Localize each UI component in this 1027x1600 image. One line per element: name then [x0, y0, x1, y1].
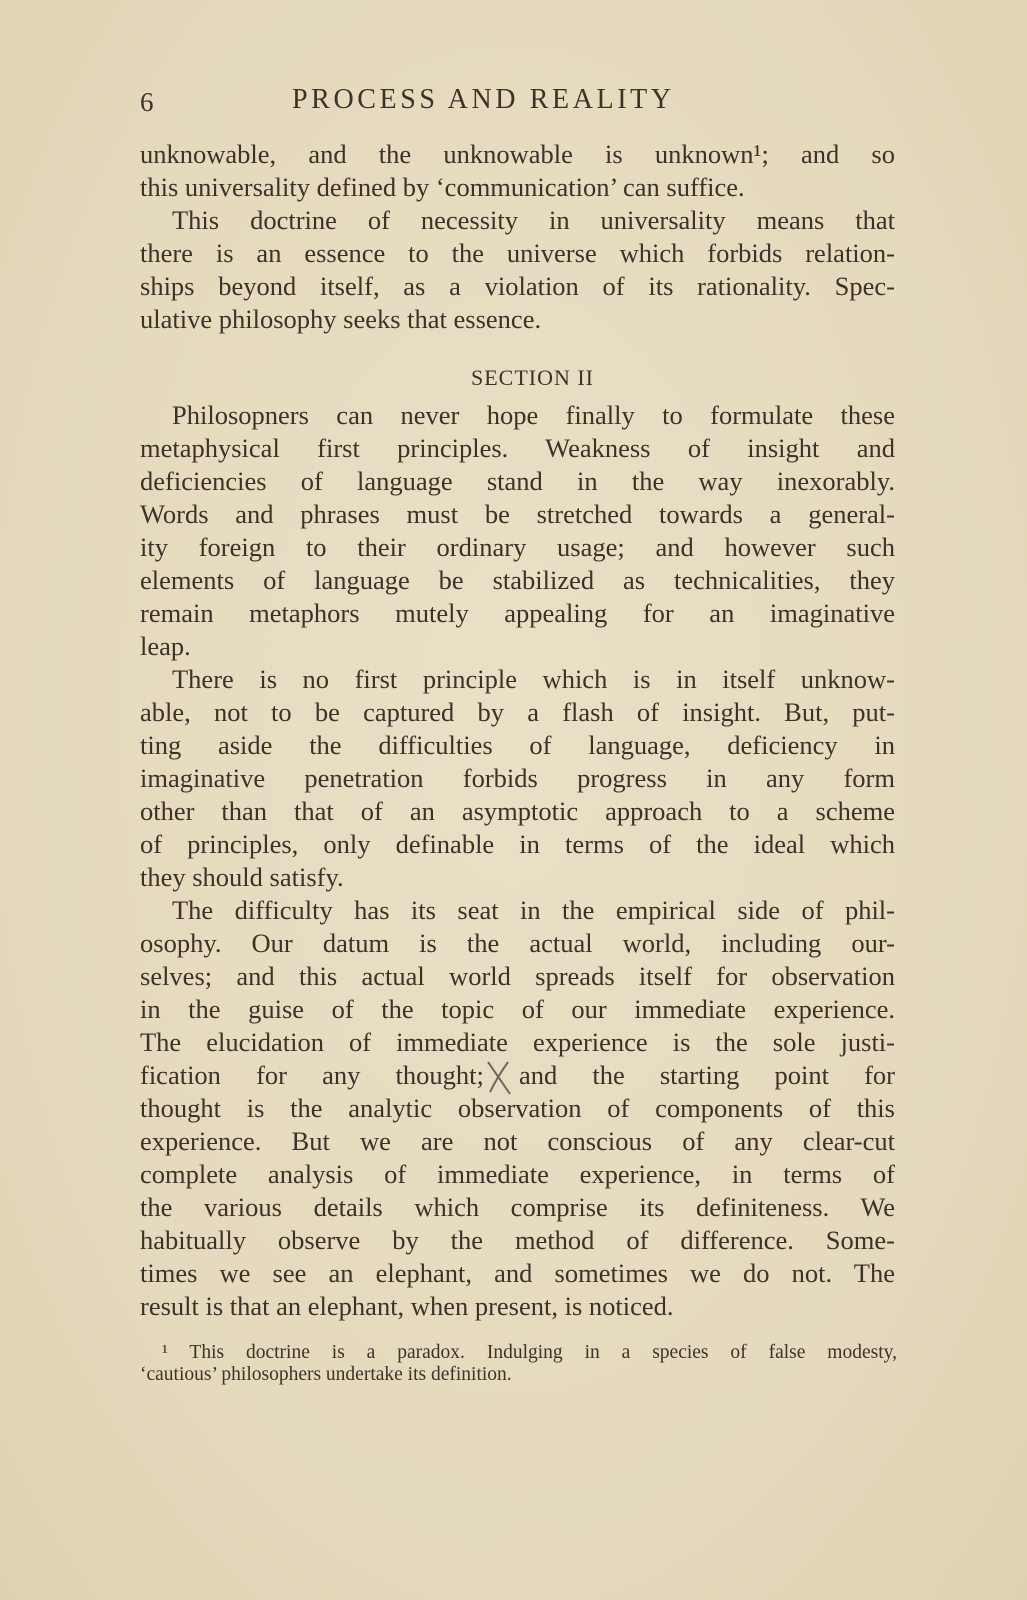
text-line: There is no first principle which is in itself unknow-	[172, 664, 895, 694]
running-title: PROCESS AND REALITY	[292, 84, 675, 115]
text-line: The difficulty has its seat in the empirical side of phil-	[172, 895, 895, 925]
footnote-line: ‘cautious’ philosophers undertake its definition.	[140, 1364, 512, 1385]
text-line: Philosopners can never hope finally to formulate these	[172, 400, 895, 430]
text-line: elements of language be stabilized as technicalities, they	[140, 565, 895, 595]
text-line: metaphysical first principles. Weakness of insight and	[140, 433, 895, 463]
text-line: Words and phrases must be stretched towards a general-	[140, 499, 895, 529]
text-line: in the guise of the topic of our immediate experience.	[140, 994, 895, 1024]
text-line: there is an essence to the universe which forbids relation-	[140, 238, 895, 268]
text-line: deficiencies of language stand in the way inexorably.	[140, 466, 895, 496]
text-line: leap.	[140, 631, 191, 661]
text-line: This doctrine of necessity in universality means that	[172, 205, 895, 235]
text-block-section-2	[140, 399, 895, 1323]
text-line: times we see an elephant, and sometimes we do not. The	[140, 1258, 895, 1288]
text-line: the various details which comprise its definiteness. We	[140, 1192, 895, 1222]
text-line: imaginative penetration forbids progress in any form	[140, 763, 895, 793]
text-line: other than that of an asymptotic approach to a scheme	[140, 796, 895, 826]
text-line: of principles, only definable in terms of the ideal which	[140, 829, 895, 859]
text-line: fication for any thought; and the starting point for	[140, 1060, 895, 1090]
text-line: The elucidation of immediate experience is the sole justi-	[140, 1027, 895, 1057]
text-line: experience. But we are not conscious of any clear-cut	[140, 1126, 895, 1156]
text-block-intro	[140, 138, 895, 336]
text-line: selves; and this actual world spreads itself for observation	[140, 961, 895, 991]
text-line: thought is the analytic observation of components of this	[140, 1093, 895, 1123]
text-line: habitually observe by the method of difference. Some-	[140, 1225, 895, 1255]
pencil-mark-icon	[484, 1058, 514, 1098]
section-heading: SECTION II	[470, 365, 595, 390]
text-line: ships beyond itself, as a violation of its rationality. Spec-	[140, 271, 895, 301]
text-line: remain metaphors mutely appealing for an imaginative	[140, 598, 895, 628]
text-line: ting aside the difficulties of language, deficiency in	[140, 730, 895, 760]
footnotes	[140, 1342, 897, 1386]
page-number: 6	[140, 87, 154, 117]
text-line: able, not to be captured by a flash of insight. But, put-	[140, 697, 895, 727]
text-line: complete analysis of immediate experience, in terms of	[140, 1159, 895, 1189]
footnote-line: ¹ This doctrine is a paradox. Indulging in a species of false modesty,	[162, 1342, 897, 1363]
text-line: osophy. Our datum is the actual world, including our-	[140, 928, 895, 958]
text-line: unknowable, and the unknowable is unknown¹; and so	[140, 139, 895, 169]
text-line: ity foreign to their ordinary usage; and however such	[140, 532, 895, 562]
text-line: result is that an elephant, when present, is noticed.	[140, 1291, 674, 1321]
text-line: this universality defined by ‘communication’ can suffice.	[140, 172, 745, 202]
text-line: they should satisfy.	[140, 862, 344, 892]
text-line: ulative philosophy seeks that essence.	[140, 304, 542, 334]
